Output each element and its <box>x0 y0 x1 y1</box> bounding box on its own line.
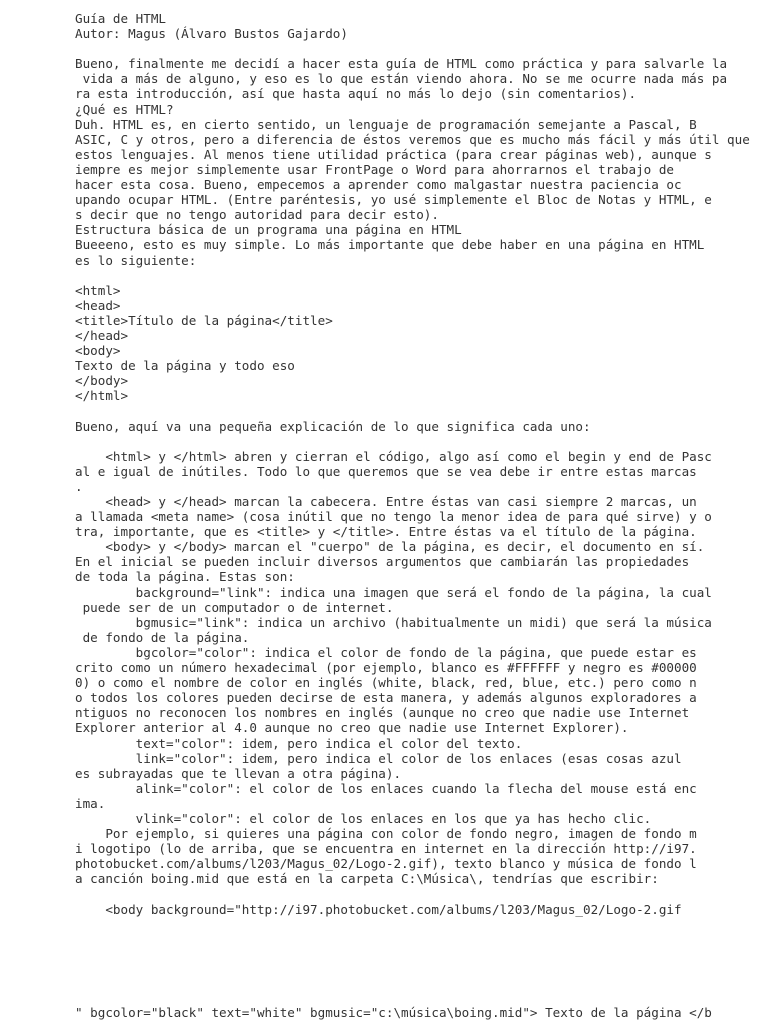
text-line: de toda la página. Estas son: <box>75 569 295 585</box>
text-line: link="color": idem, pero indica el color de los enlaces (esas cosas azul <box>75 750 682 766</box>
text-line: es lo siguiente: <box>75 252 197 268</box>
code-line-continuation: " bgcolor="black" text="white" bgmusic="c:\música\boing.mid"> Texto de la página </b <box>75 1005 712 1020</box>
code-line: <head> <box>75 297 121 313</box>
text-line <box>75 434 768 449</box>
text-line: de fondo de la página. <box>75 629 250 645</box>
text-line: background="link": indica una imagen que será el fondo de la página, la cual <box>75 584 712 600</box>
text-line: 0) o como el nombre de color en inglés (white, black, red, blue, etc.) pero como n <box>75 675 697 691</box>
text-line: al e igual de inútiles. Todo lo que queremos que se vea debe ir entre estas marcas <box>75 463 697 479</box>
text-line: a canción boing.mid que está en la carpeta C:\Música\, tendrías que escribir: <box>75 871 659 887</box>
doc-author: Autor: Magus (Álvaro Bustos Gajardo) <box>75 26 348 42</box>
text-line: Bueno, aquí va una pequeña explicación de lo que significa cada uno: <box>75 418 591 434</box>
text-line: ASIC, C y otros, pero a diferencia de éstos veremos que es mucho más fácil y más útil que <box>75 131 750 147</box>
text-line: puede ser de un computador o de internet. <box>75 599 394 615</box>
text-line: hacer esta cosa. Bueno, empecemos a aprender como malgastar nuestra paciencia oc <box>75 177 682 193</box>
text-line: bgmusic="link": indica un archivo (habitualmente un midi) que será la música <box>75 614 712 630</box>
text-line: <head> y </head> marcan la cabecera. Entre éstas van casi siempre 2 marcas, un <box>75 494 697 509</box>
text-line: es subrayadas que te llevan a otra página). <box>75 765 402 781</box>
text-line: bgcolor="color": indica el color de fondo de la página, que puede estar es <box>75 644 697 660</box>
text-line: Duh. HTML es, en cierto sentido, un lenguaje de programación semejante a Pascal, B <box>75 116 697 132</box>
code-line: <title>Título de la página</title> <box>75 312 333 328</box>
text-line: vida a más de alguno, y eso es lo que están viendo ahora. No se me ocurre nada más pa <box>75 71 728 87</box>
code-line: </html> <box>75 388 129 404</box>
text-line: vlink="color": el color de los enlaces en los que ya has hecho clic. <box>75 810 652 826</box>
text-line: o todos los colores pueden decirse de esta manera, y además algunos exploradores a <box>75 690 697 706</box>
text-line: i logotipo (lo de arriba, que se encuentra en internet en la dirección http://i97. <box>75 841 697 857</box>
text-line: photobucket.com/albums/l203/Magus_02/Logo-2.gif), texto blanco y música de fondo l <box>75 856 697 872</box>
text-line: Explorer anterior al 4.0 aunque no creo que nadie use Internet Explorer). <box>75 720 629 736</box>
text-line: Bueeeno, esto es muy simple. Lo más importante que debe haber en una página en HTML <box>75 237 705 253</box>
text-line: a llamada <meta name> (cosa inútil que no tengo la menor idea de para qué sirve) y o <box>75 509 712 525</box>
section-heading: ¿Qué es HTML? <box>75 101 174 117</box>
text-line: estos lenguajes. Al menos tiene utilidad práctica (para crear páginas web), aunque s <box>75 146 712 162</box>
text-line: alink="color": el color de los enlaces cuando la flecha del mouse está enc <box>75 780 697 796</box>
code-line: </body> <box>75 373 129 389</box>
text-line: ra esta introducción, así que hasta aquí no más lo dejo (sin comentarios). <box>75 86 637 102</box>
text-line: Bueno, finalmente me decidí a hacer esta guía de HTML como práctica y para salvarle la <box>75 56 728 72</box>
text-line: iempre es mejor simplemente usar FrontPage o Word para ahorrarnos el trabajo de <box>75 161 674 177</box>
code-line: <html> <box>75 282 121 298</box>
document-body <box>75 11 768 917</box>
text-line: ntiguos no reconocen los nombres en inglés (aunque no creo que nadie use Internet <box>75 705 690 721</box>
doc-title: Guía de HTML <box>75 11 166 26</box>
text-line: upando ocupar HTML. (Entre paréntesis, yo usé simplemente el Bloc de Notas y HTML, e <box>75 192 712 208</box>
text-line: crito como un número hexadecimal (por ejemplo, blanco es #FFFFFF y negro es #00000 <box>75 660 697 676</box>
text-line <box>75 41 768 56</box>
code-line: Texto de la página y todo eso <box>75 358 295 374</box>
text-line: <html> y </html> abren y cierran el código, algo así como el begin y end de Pasc <box>75 448 712 464</box>
code-line: <body> <box>75 343 121 359</box>
text-line: text="color": idem, pero indica el color del texto. <box>75 735 523 751</box>
text-line: ima. <box>75 795 106 811</box>
text-line: s decir que no tengo autoridad para decir esto). <box>75 207 439 223</box>
text-line: En el inicial se pueden incluir diversos argumentos que cambiarán las propiedades <box>75 554 690 570</box>
text-line <box>75 403 768 418</box>
code-line: </head> <box>75 327 129 343</box>
text-line: Por ejemplo, si quieres una página con color de fondo negro, imagen de fondo m <box>75 826 697 842</box>
text-line: . <box>75 478 83 494</box>
text-line <box>75 268 768 283</box>
code-line: <body background="http://i97.photobucket.com/albums/l203/Magus_02/Logo-2.gif <box>75 901 682 917</box>
text-line: <body> y </body> marcan el "cuerpo" de la página, es decir, el documento en sí. <box>75 539 705 555</box>
section-heading: Estructura básica de un programa una página en HTML <box>75 222 462 238</box>
text-line <box>75 886 768 901</box>
text-line: tra, importante, que es <title> y </title>. Entre éstas va el título de la página. <box>75 524 697 540</box>
